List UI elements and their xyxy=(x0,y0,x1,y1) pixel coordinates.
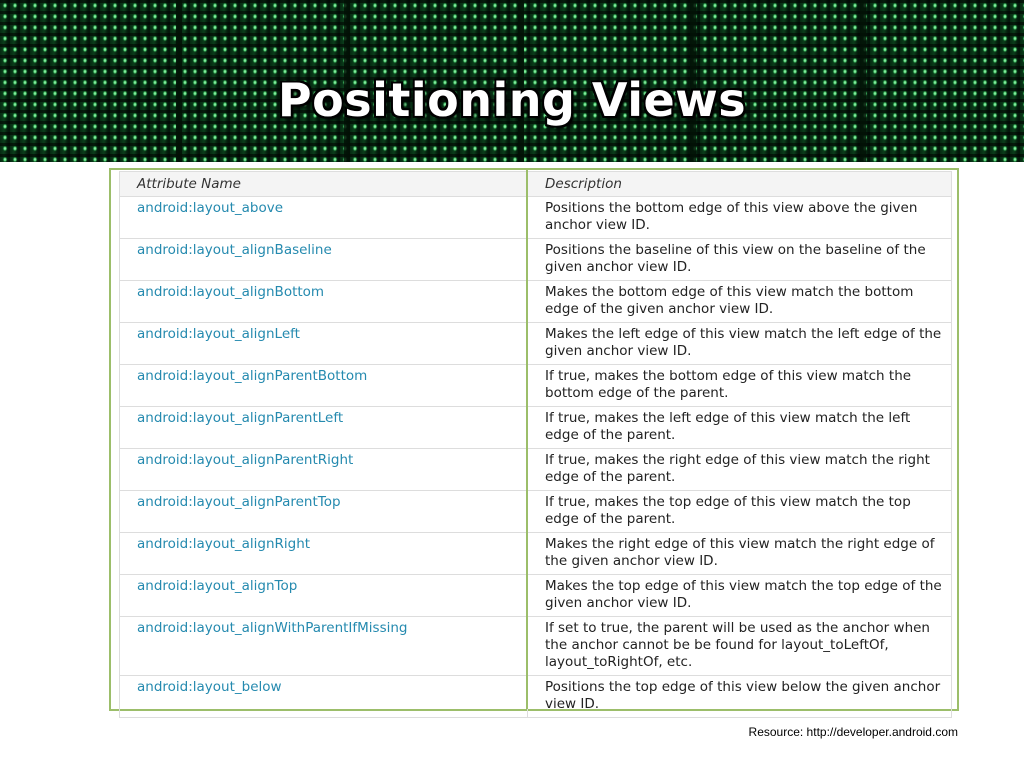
attribute-link[interactable]: android:layout_alignWithParentIfMissing xyxy=(120,617,528,676)
table-row xyxy=(120,365,952,407)
attribute-description: Makes the right edge of this view match the right edge of the given anchor view ID. xyxy=(528,533,952,575)
attribute-description: If set to true, the parent will be used as the anchor when the anchor cannot be be found for layout_toLeftOf, layout_toRightOf, etc. xyxy=(528,617,952,676)
attribute-link[interactable]: android:layout_alignLeft xyxy=(120,323,528,365)
table-row xyxy=(120,239,952,281)
table-row xyxy=(120,491,952,533)
attribute-link[interactable]: android:layout_below xyxy=(120,676,528,718)
header-description: Description xyxy=(528,172,952,197)
attribute-link[interactable]: android:layout_above xyxy=(120,197,528,239)
table-header-row xyxy=(120,172,952,197)
table-row xyxy=(120,281,952,323)
attribute-description: If true, makes the right edge of this view match the right edge of the parent. xyxy=(528,449,952,491)
table-row xyxy=(120,197,952,239)
attribute-link[interactable]: android:layout_alignTop xyxy=(120,575,528,617)
table-row xyxy=(120,407,952,449)
attribute-description: Makes the left edge of this view match the left edge of the given anchor view ID. xyxy=(528,323,952,365)
attributes-table xyxy=(119,171,952,718)
attribute-description: Positions the bottom edge of this view above the given anchor view ID. xyxy=(528,197,952,239)
column-divider xyxy=(526,168,528,709)
table-row xyxy=(120,533,952,575)
attribute-description: Positions the top edge of this view below the given anchor view ID. xyxy=(528,676,952,718)
attribute-description: If true, makes the bottom edge of this view match the bottom edge of the parent. xyxy=(528,365,952,407)
attribute-link[interactable]: android:layout_alignParentRight xyxy=(120,449,528,491)
attribute-description: Makes the bottom edge of this view match the bottom edge of the given anchor view ID. xyxy=(528,281,952,323)
table-row xyxy=(120,617,952,676)
matrix-banner xyxy=(0,0,1024,162)
attribute-link[interactable]: android:layout_alignBaseline xyxy=(120,239,528,281)
attribute-link[interactable]: android:layout_alignParentLeft xyxy=(120,407,528,449)
attribute-link[interactable]: android:layout_alignRight xyxy=(120,533,528,575)
table-row xyxy=(120,676,952,718)
slide-title: Positioning Views xyxy=(277,73,747,127)
attribute-description: Positions the baseline of this view on the baseline of the given anchor view ID. xyxy=(528,239,952,281)
attribute-description: If true, makes the top edge of this view match the top edge of the parent. xyxy=(528,491,952,533)
attribute-description: If true, makes the left edge of this view match the left edge of the parent. xyxy=(528,407,952,449)
header-attribute-name: Attribute Name xyxy=(120,172,528,197)
attribute-description: Makes the top edge of this view match the top edge of the given anchor view ID. xyxy=(528,575,952,617)
attribute-link[interactable]: android:layout_alignParentTop xyxy=(120,491,528,533)
attribute-link[interactable]: android:layout_alignParentBottom xyxy=(120,365,528,407)
table-row xyxy=(120,323,952,365)
attribute-link[interactable]: android:layout_alignBottom xyxy=(120,281,528,323)
table-row xyxy=(120,575,952,617)
resource-credit: Resource: http://developer.android.com xyxy=(748,725,958,739)
table-row xyxy=(120,449,952,491)
